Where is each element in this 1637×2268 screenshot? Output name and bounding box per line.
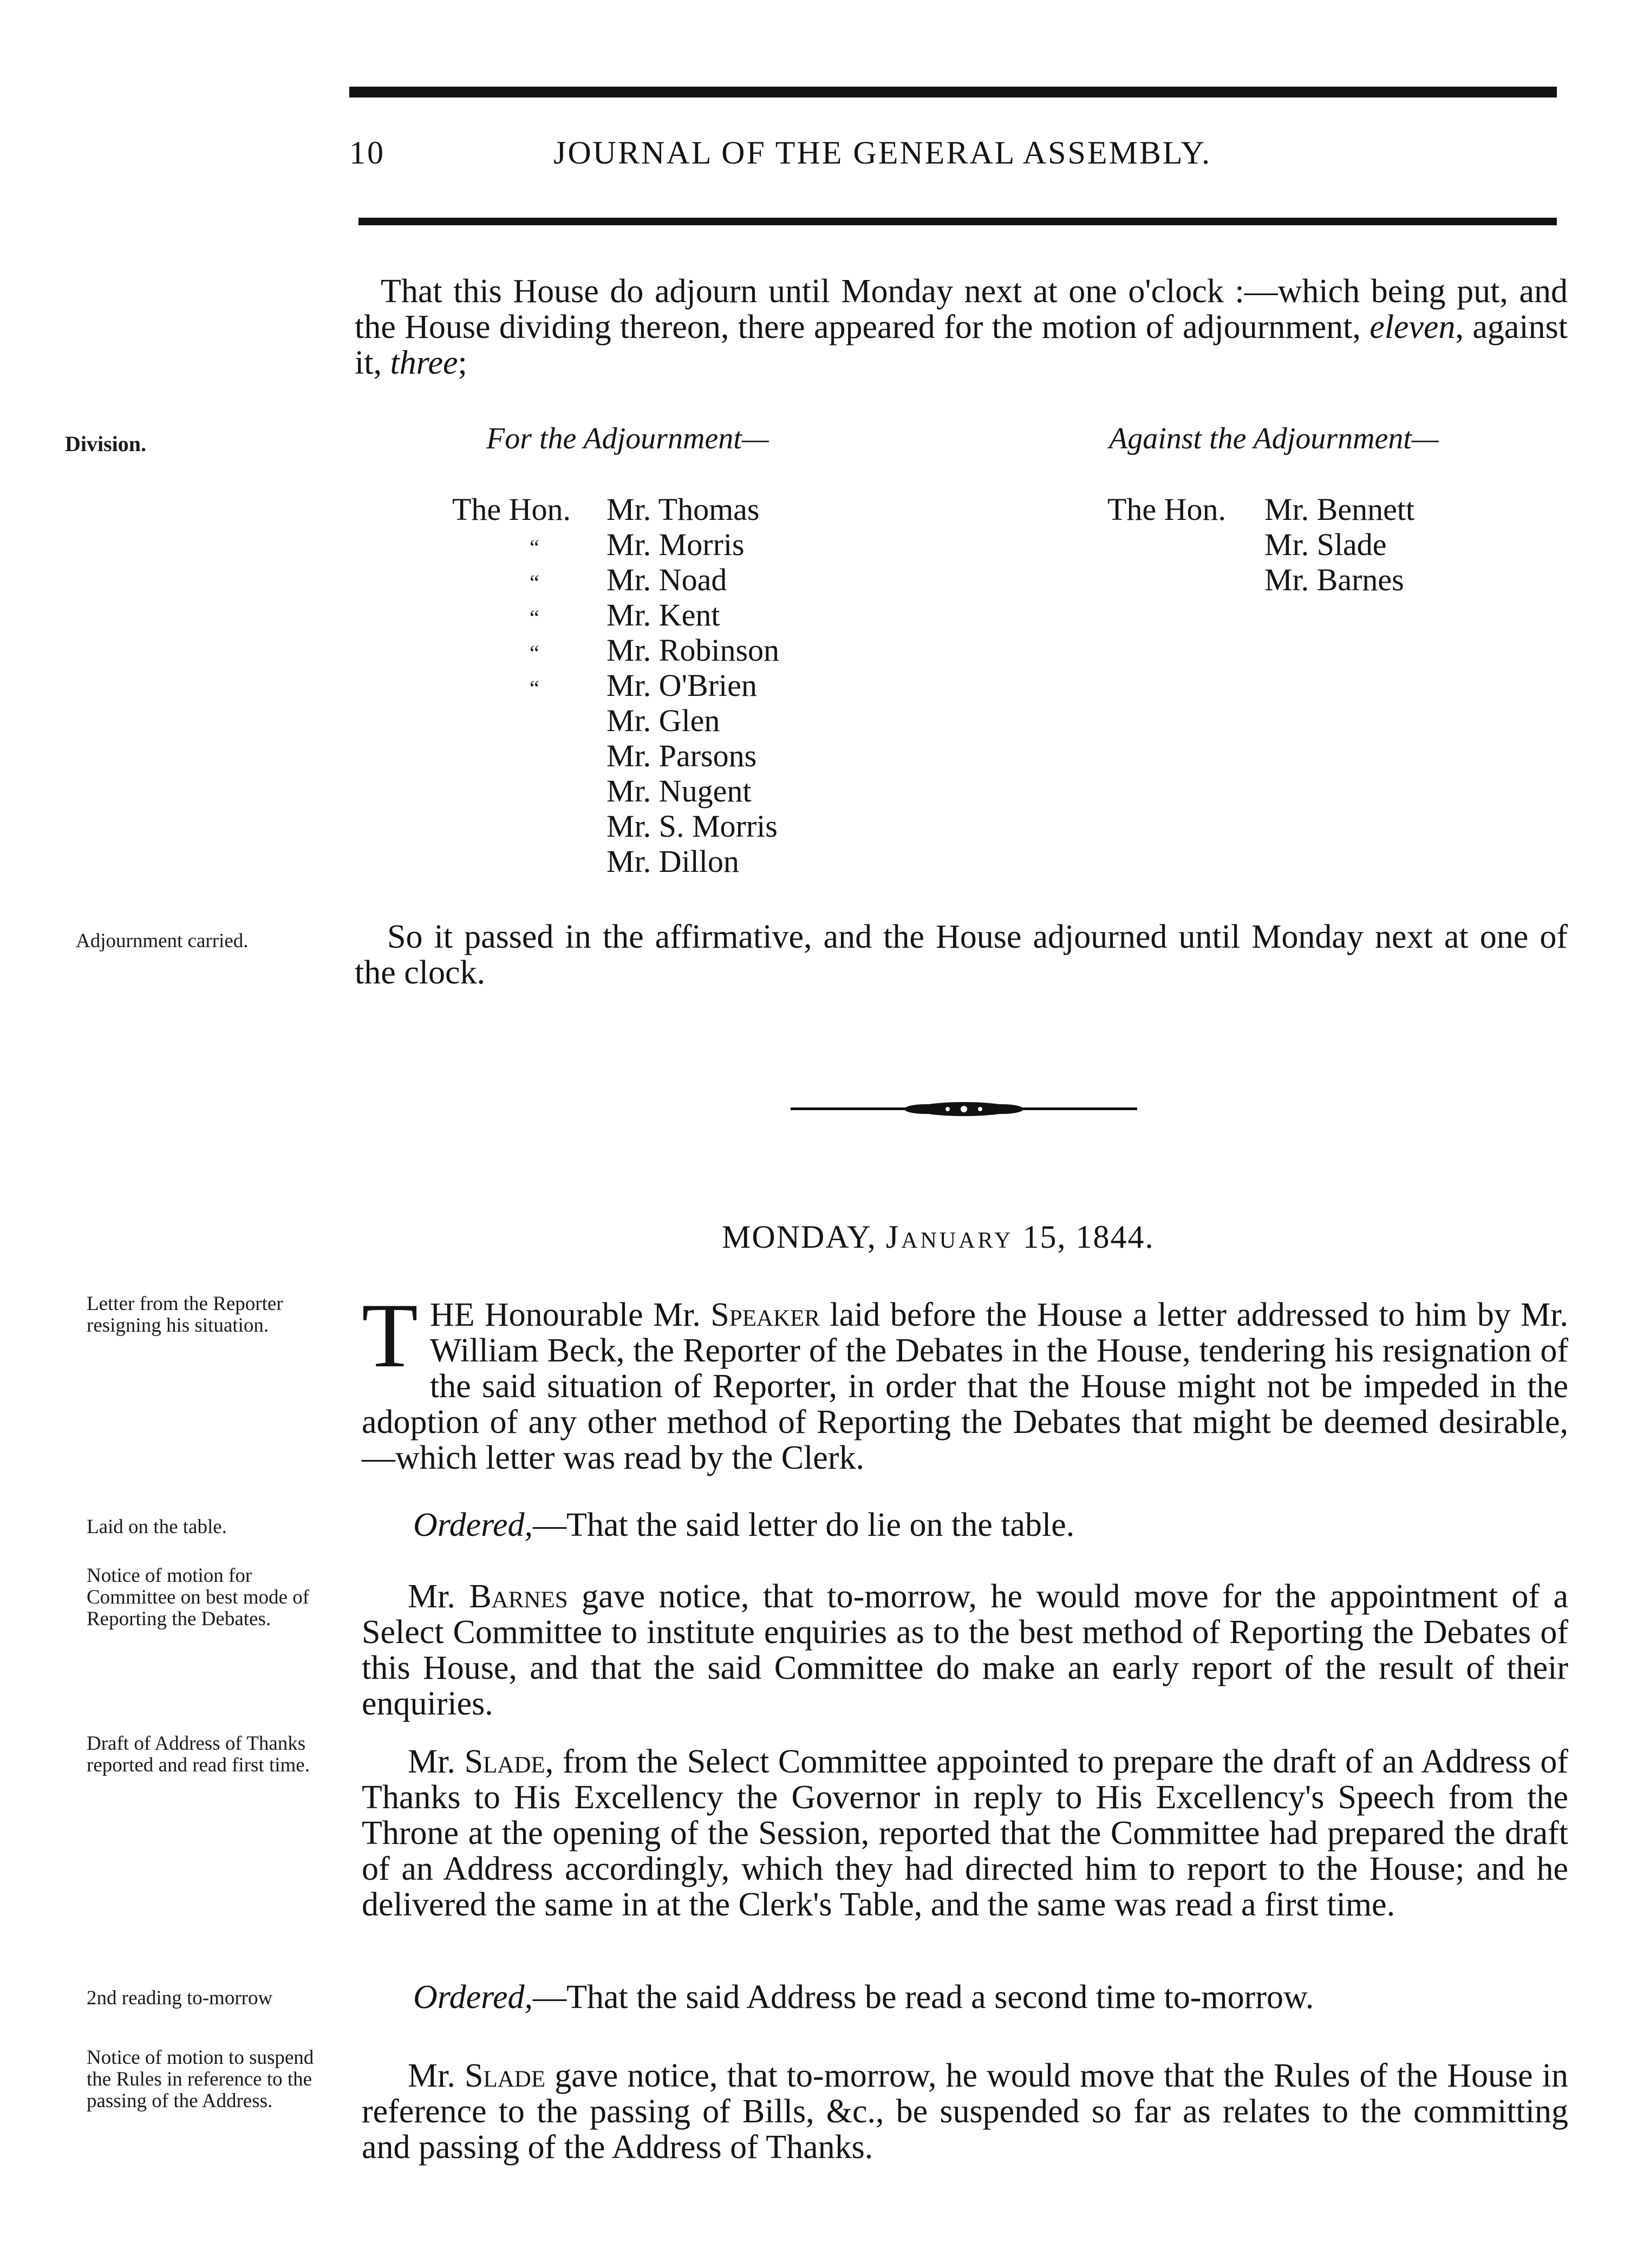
member-name: Mr. Dillon — [606, 844, 739, 879]
for-heading: For the Adjournment— — [486, 422, 769, 455]
draft-address-text: , from the Select Committee appointed to prepare the draft of an Address of Thanks to His Excellency the Governor in reply to His Excellency's Speech from the Throne at the opening of the Session, reported that the Committee had prepared the draft of an Address accordingly, which they had directed him to report to the House; and he delivered the same in at the Clerk's Table, and the same was read a first time. — [362, 1743, 1568, 1923]
page-number: 10 — [349, 135, 385, 171]
member-name: Mr. S. Morris — [606, 809, 778, 844]
notice-committee-text: gave notice, that to-morrow, he would move for the appointment of a Select Committee to institute enquiries as to the best method of Reporting the Debates of this House, and that the said Committee do make an early report of the result of their enquiries. — [362, 1578, 1569, 1722]
division-margin-note: Division. — [65, 432, 147, 456]
table-margin-note: Laid on the table. — [87, 1516, 227, 1538]
ditto-mark: “ — [530, 676, 539, 700]
second-reading-text: —That the said Address be read a second time to-morrow. — [532, 1979, 1314, 2016]
against-prefix: The Hon. — [1107, 492, 1227, 527]
draft-address-paragraph — [362, 1744, 1568, 1922]
for-members-list — [606, 492, 779, 879]
header-bottom-rule — [358, 218, 1557, 225]
letter-text-a: HE Honourable Mr. — [429, 1296, 711, 1333]
member-name: Mr. Glen — [606, 703, 720, 738]
member-name: Mr. Kent — [606, 597, 720, 633]
running-title: JOURNAL OF THE GENERAL ASSEMBLY. — [553, 135, 1212, 171]
member-barnes: Barnes — [469, 1578, 568, 1615]
ditto-mark: “ — [530, 535, 539, 559]
mr-prefix: Mr. — [408, 1578, 469, 1615]
adjournment-paragraph: So it passed in the affirmative, and the House adjourned until Monday next at one of the clock. — [355, 918, 1568, 991]
header-top-rule — [349, 87, 1557, 97]
member-name: Mr. Morris — [606, 527, 745, 562]
member-name: Mr. Bennett — [1264, 492, 1415, 527]
opening-text-b: , against it, — [355, 309, 1568, 381]
letter-text-b: laid before the House a letter addressed to him by Mr. William Beck, the Reporter of the Debates in the House, tendering his resignation of the said situation of Reporter, in order that the House might not be impeded in the adoption of any other method of Reporting the Debates that might be deemed desirable,—which letter was read by the Clerk. — [362, 1296, 1568, 1476]
ditto-mark: “ — [530, 605, 539, 630]
mr-prefix: Mr. — [408, 2057, 465, 2094]
letter-margin-note: Letter from the Reporter resigning his situation. — [87, 1293, 283, 1337]
second-reading-paragraph — [362, 1979, 1568, 2015]
suspend-rules-paragraph — [362, 2058, 1568, 2165]
opening-text-a: That this House do adjourn until Monday next at one o'clock :—which being put, and the House dividing thereon, there appeared for the motion of adjournment, — [355, 273, 1568, 346]
draft-address-margin-note: Draft of Address of Thanks reported and read first time. — [87, 1732, 310, 1776]
ordered-label: Ordered, — [413, 1979, 533, 2016]
drop-cap: T — [362, 1285, 418, 1386]
speaker-name: Speaker — [710, 1296, 820, 1333]
member-name: Mr. Slade — [1264, 527, 1387, 562]
against-members-list — [1264, 492, 1414, 597]
table-text: —That the said letter do lie on the table. — [532, 1507, 1075, 1543]
opening-text-c: ; — [458, 344, 467, 381]
member-slade: Slade — [464, 1743, 545, 1780]
member-name: Mr. Barnes — [1264, 562, 1404, 597]
ditto-mark: “ — [530, 641, 539, 665]
date-month: January — [885, 1219, 1014, 1255]
notice-committee-paragraph — [362, 1579, 1568, 1722]
ornament-divider — [791, 1099, 1137, 1119]
notice-committee-margin-note: Notice of motion for Committee on best mode of Reporting the Debates. — [87, 1565, 310, 1630]
date-heading — [722, 1218, 1154, 1256]
adjournment-margin-note: Adjournment carried. — [76, 930, 249, 952]
table-paragraph — [362, 1507, 1568, 1543]
mr-prefix: Mr. — [408, 1743, 465, 1780]
for-prefix: The Hon. — [452, 492, 571, 527]
date-year: 15, 1844. — [1022, 1219, 1155, 1255]
ditto-marks — [530, 530, 539, 706]
member-name: Mr. Noad — [606, 562, 727, 597]
member-name: Mr. Thomas — [606, 492, 760, 527]
suspend-rules-margin-note: Notice of motion to suspend the Rules in reference to the passing of the Address. — [87, 2047, 314, 2112]
suspend-rules-text: gave notice, that to-morrow, he would move that the Rules of the House in reference to the passing of Bills, &c., be suspended so far as relates to the committing and passing of the Address of Thanks. — [362, 2057, 1568, 2166]
against-heading: Against the Adjournment— — [1109, 422, 1439, 455]
member-name: Mr. Parsons — [606, 738, 757, 773]
member-name: Mr. Nugent — [606, 773, 752, 809]
letter-paragraph — [362, 1285, 1568, 1476]
second-reading-margin-note: 2nd reading to-morrow — [87, 1987, 273, 2009]
opening-paragraph — [355, 273, 1568, 381]
ordered-label: Ordered, — [413, 1507, 533, 1543]
member-name: Mr. Robinson — [606, 633, 780, 668]
member-name: Mr. O'Brien — [606, 668, 757, 703]
count-for: eleven — [1369, 309, 1456, 346]
member-slade: Slade — [465, 2057, 546, 2094]
ditto-mark: “ — [530, 570, 539, 595]
date-day: MONDAY, — [722, 1219, 877, 1255]
count-against: three — [390, 344, 458, 381]
